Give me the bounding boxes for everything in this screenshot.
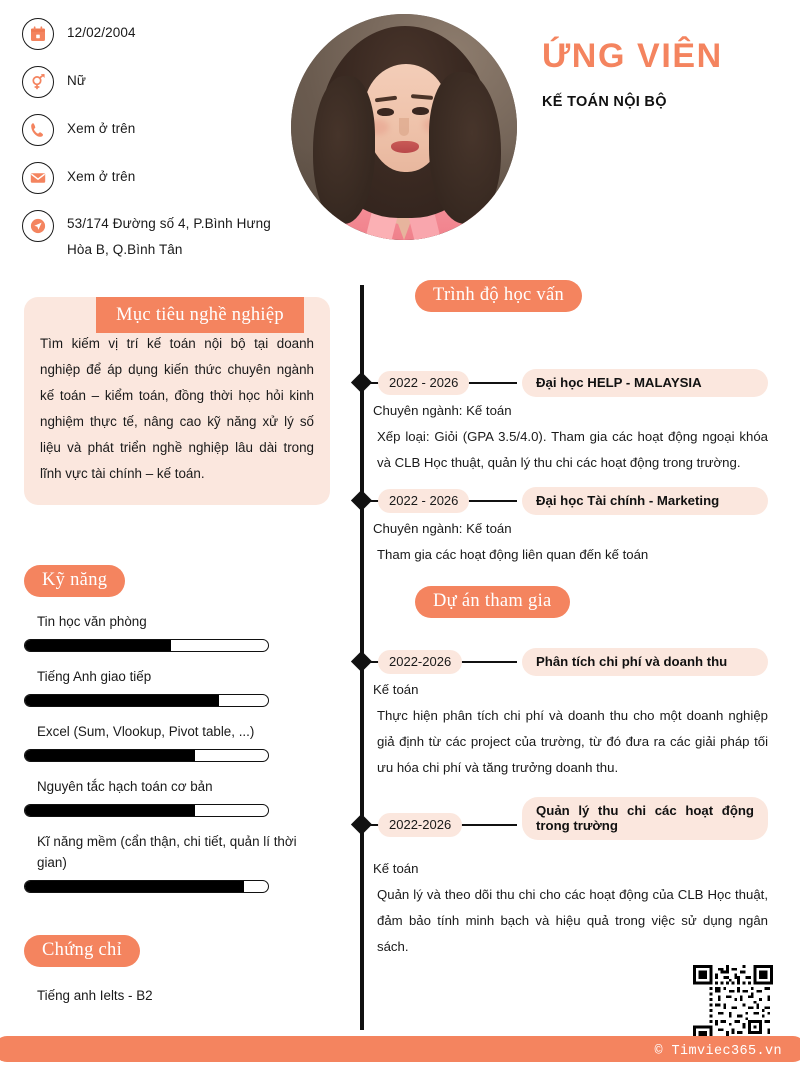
career-objective-heading-label: Mục tiêu nghề nghiệp bbox=[116, 304, 284, 325]
skill-item bbox=[24, 776, 324, 817]
qr-code-image bbox=[693, 965, 773, 1045]
skill-label: Nguyên tắc hạch toán cơ bản bbox=[37, 779, 213, 794]
contact-value-gender: Nữ bbox=[67, 73, 86, 88]
projects-heading-label: Dự án tham gia bbox=[433, 591, 552, 611]
avatar-photo bbox=[291, 14, 517, 240]
photo-eye-left bbox=[377, 108, 394, 116]
footer-watermark: © Timviec365.vn bbox=[654, 1044, 782, 1059]
contact-value-phone: Xem ở trên bbox=[67, 121, 136, 136]
location-icon bbox=[22, 210, 54, 242]
career-objective-section bbox=[24, 297, 330, 505]
education-entry bbox=[345, 320, 800, 470]
contact-row-birthdate bbox=[22, 18, 292, 52]
contact-row-phone bbox=[22, 114, 292, 148]
skill-progress-bar bbox=[24, 639, 269, 652]
skill-progress-fill bbox=[24, 694, 219, 707]
projects-section-head bbox=[415, 586, 800, 618]
calendar-icon bbox=[22, 18, 54, 50]
education-entry-title: Đại học HELP - MALAYSIA bbox=[522, 369, 768, 397]
right-column-timeline bbox=[345, 280, 800, 954]
skills-heading-label: Kỹ năng bbox=[42, 570, 108, 590]
project-entry-subtitle: Kế toán bbox=[373, 861, 419, 876]
skills-heading bbox=[24, 565, 125, 597]
education-entry bbox=[345, 470, 800, 570]
career-objective-text: Tìm kiếm vị trí kế toán nội bộ tại doanh nghiệp để áp dụng kiến thức chuyên ngành kế toán – kiểm toán, đồng thời học hỏi kinh nghiệm thực tế, nâng cao kỹ năng xử lý số liệu và phát triển nghề nghiệp lâu dài trong lĩnh vực tài chính – kế toán. bbox=[40, 336, 314, 481]
skill-progress-bar bbox=[24, 694, 269, 707]
contact-row-email bbox=[22, 162, 292, 196]
skills-section bbox=[24, 565, 324, 893]
skill-progress-bar bbox=[24, 804, 269, 817]
skill-progress-fill bbox=[24, 880, 244, 893]
contact-row-address bbox=[22, 210, 292, 263]
education-entry-title: Đại học Tài chính - Marketing bbox=[522, 487, 768, 515]
education-entry-description: Xếp loại: Giỏi (GPA 3.5/4.0). Tham gia các hoạt động ngoại khóa và CLB Học thuật, quản lý thu chi các hoạt động trong trường. bbox=[377, 429, 768, 470]
certificates-heading bbox=[24, 935, 140, 967]
candidate-job-title: KẾ TOÁN NỘI BỘ bbox=[542, 94, 667, 110]
project-entry-date: 2022-2026 bbox=[378, 650, 462, 674]
certificate-item: Tiếng anh Ielts - B2 bbox=[37, 988, 153, 1003]
certificates-heading-label: Chứng chỉ bbox=[42, 940, 123, 960]
skill-item bbox=[24, 721, 324, 762]
project-entry-description: Thực hiện phân tích chi phí và doanh thu cho một doanh nghiệp giả định từ các project của trường, từ đó đưa ra các giải pháp tối ưu hóa chi phí và tăng trưởng doanh thu. bbox=[377, 708, 768, 775]
skill-progress-bar bbox=[24, 749, 269, 762]
certificates-section bbox=[24, 935, 324, 1007]
project-entry-title: Quản lý thu chi các hoạt động trong trường bbox=[522, 797, 768, 840]
project-entry-date: 2022-2026 bbox=[378, 813, 462, 837]
contact-row-gender bbox=[22, 66, 292, 100]
skill-label: Excel (Sum, Vlookup, Pivot table, ...) bbox=[37, 724, 255, 739]
contact-info-list bbox=[22, 18, 292, 277]
photo-nose bbox=[399, 118, 409, 136]
education-entry-subtitle: Chuyên ngành: Kế toán bbox=[373, 403, 512, 418]
skill-label: Kĩ năng mềm (cẩn thận, chi tiết, quản lí thời gian) bbox=[37, 834, 297, 870]
project-entry-subtitle: Kế toán bbox=[373, 682, 419, 697]
projects-heading bbox=[415, 586, 570, 618]
education-entry-date: 2022 - 2026 bbox=[378, 489, 469, 513]
skill-item bbox=[24, 611, 324, 652]
email-icon bbox=[22, 162, 54, 194]
project-entry-title: Phân tích chi phí và doanh thu bbox=[522, 648, 768, 676]
education-entry-body bbox=[373, 470, 768, 568]
education-section-head bbox=[415, 280, 800, 312]
contact-value-email: Xem ở trên bbox=[67, 169, 136, 184]
skill-progress-bar bbox=[24, 880, 269, 893]
skill-item bbox=[24, 666, 324, 707]
skill-progress-fill bbox=[24, 639, 171, 652]
career-objective-heading bbox=[96, 297, 304, 333]
contact-value-address: 53/174 Đường số 4, P.Bình Hưng Hòa B, Q.Bình Tân bbox=[67, 216, 271, 257]
skill-progress-fill bbox=[24, 749, 195, 762]
phone-icon bbox=[22, 114, 54, 146]
avatar bbox=[291, 14, 517, 240]
gender-icon bbox=[22, 66, 54, 98]
education-heading-label: Trình độ học vấn bbox=[433, 285, 565, 305]
contact-value-birthdate: 12/02/2004 bbox=[67, 25, 136, 40]
cv-header bbox=[0, 0, 800, 268]
education-entry-subtitle: Chuyên ngành: Kế toán bbox=[373, 521, 512, 536]
education-heading bbox=[415, 280, 582, 312]
education-entry-description: Tham gia các hoạt động liên quan đến kế toán bbox=[377, 547, 649, 562]
education-entry-date: 2022 - 2026 bbox=[378, 371, 469, 395]
skill-label: Tiếng Anh giao tiếp bbox=[37, 669, 152, 684]
education-entry-body bbox=[373, 320, 768, 476]
photo-hair-right bbox=[429, 72, 501, 224]
skill-label: Tin học văn phòng bbox=[37, 614, 147, 629]
project-entry bbox=[345, 626, 800, 781]
project-entry bbox=[345, 781, 800, 954]
name-block bbox=[542, 36, 792, 110]
skill-progress-fill bbox=[24, 804, 195, 817]
photo-hair-left bbox=[313, 76, 375, 224]
skill-item bbox=[24, 831, 324, 893]
project-entry-description: Quản lý và theo dõi thu chi cho các hoạt động của CLB Học thuật, đảm bảo tính minh bạch và hiệu quả trong việc sử dụng ngân sách. bbox=[377, 887, 768, 954]
candidate-name: ỨNG VIÊN bbox=[542, 37, 723, 75]
qr-code[interactable] bbox=[693, 965, 773, 1045]
photo-eye-right bbox=[412, 107, 429, 115]
photo-lips bbox=[391, 141, 419, 153]
